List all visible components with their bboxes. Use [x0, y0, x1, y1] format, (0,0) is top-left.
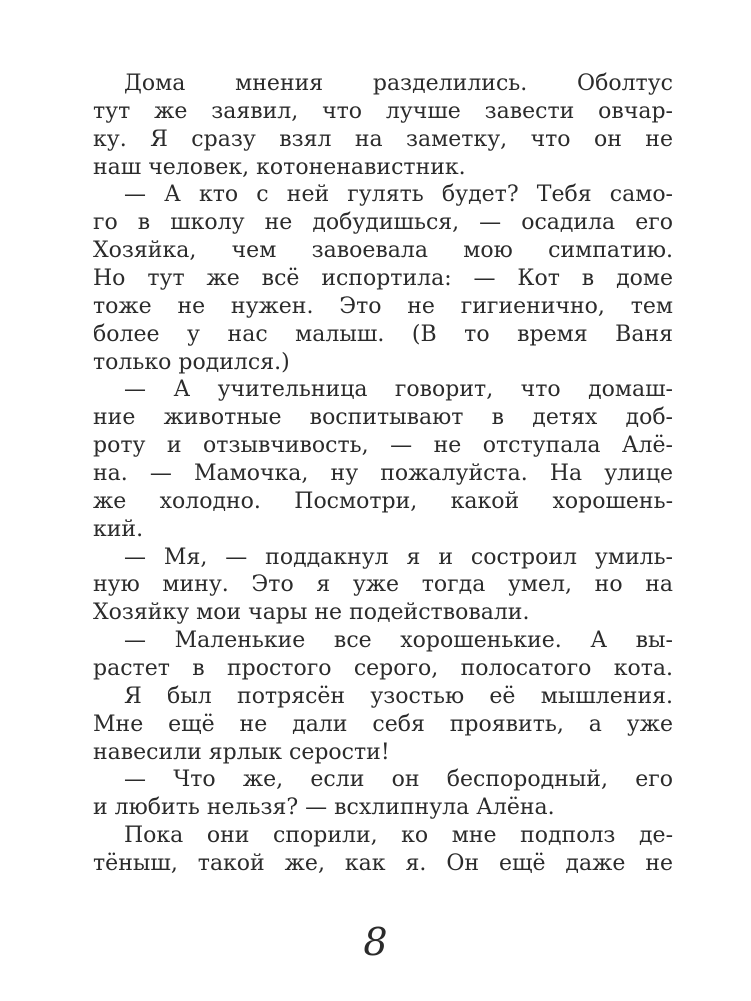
text-line: — Мя, — поддакнул я и состроил умиль-	[124, 544, 673, 570]
text-line: ние животные воспитывают в детях доб-	[93, 405, 673, 431]
text-line: роту и отзывчивость, — не отступала Алё-	[93, 433, 673, 459]
text-line: навесили ярлык серости!	[93, 739, 390, 765]
text-line: растет в простого серого, полосатого кота.	[93, 656, 673, 682]
text-line: тёныш, такой же, как я. Он ещё даже не	[93, 851, 673, 877]
text-line: Я был потрясён узостью её мышления.	[124, 683, 673, 709]
text-line: ку. Я сразу взял на заметку, что он не	[93, 126, 673, 152]
text-line: Мне ещё не дали себя проявить, а уже	[93, 711, 673, 737]
page-number: 8	[363, 920, 388, 964]
text-line: и любить нельзя? — всхлипнула Алёна.	[93, 795, 555, 821]
text-line: на. — Мамочка, ну пожалуйста. На улице	[93, 461, 673, 487]
text-line: Хозяйку мои чары не подействовали.	[93, 600, 530, 626]
text-line: Дома мнения разделились. Оболтус	[124, 71, 673, 96]
text-line: — А учительница говорит, что домаш-	[124, 377, 673, 403]
text-line: — А кто с ней гулять будет? Тебя само-	[124, 182, 673, 208]
text-line: тут же заявил, что лучше завести овчар-	[93, 98, 673, 124]
page-text	[93, 70, 673, 878]
text-line: Но тут же всё испортила: — Кот в доме	[93, 266, 673, 292]
text-line: Пока они спорили, ко мне подполз де-	[124, 823, 673, 849]
text-line: Хозяйка, чем завоевала мою симпатию.	[93, 238, 673, 264]
text-line: только родился.)	[93, 349, 290, 375]
text-line: тоже не нужен. Это не гигиенично, тем	[93, 293, 673, 319]
text-line: кий.	[93, 516, 144, 542]
text-line: наш человек, котоненавистник.	[93, 154, 466, 180]
text-line: — Маленькие все хорошенькие. А вы-	[124, 628, 673, 654]
text-line: более у нас малыш. (В то время Ваня	[93, 321, 673, 347]
text-line: го в школу не добудишься, — осадила его	[93, 210, 673, 236]
text-line: ную мину. Это я уже тогда умел, но на	[93, 572, 673, 598]
text-line: — Что же, если он беспородный, его	[124, 767, 673, 793]
text-line: же холодно. Посмотри, какой хорошень-	[93, 488, 673, 514]
